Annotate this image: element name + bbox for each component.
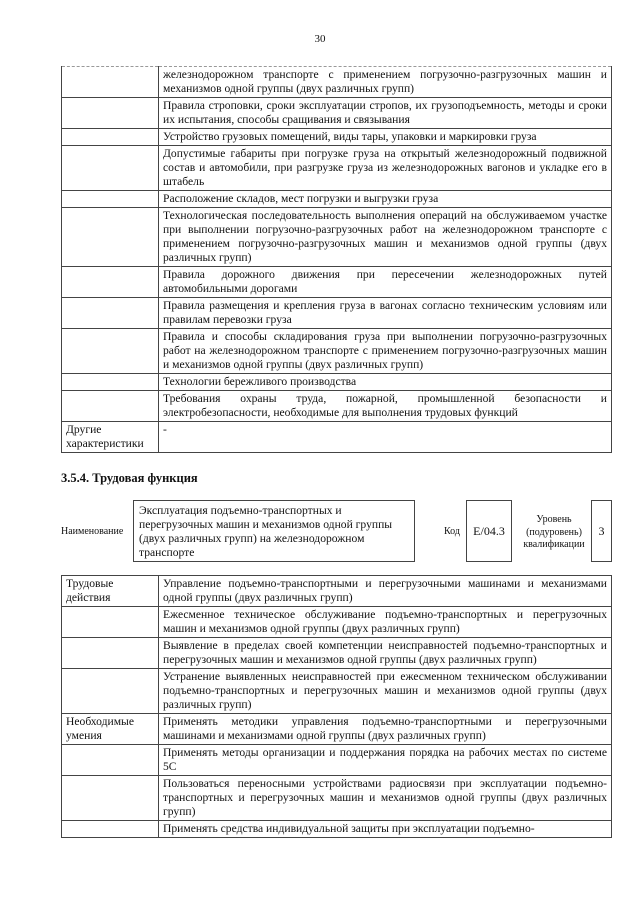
- table-cell: Правила строповки, сроки эксплуатации стропов, их грузоподъемность, методы и сроки их испытания, способы сращивания и связывания: [159, 98, 612, 129]
- table-row: [62, 98, 612, 129]
- function-header: [61, 500, 612, 566]
- table-cell: Правила и способы складирования груза при выполнении погрузочно-разгрузочных работ на железнодорожном транспорте с применением погрузочно-разгрузочных машин и механизмов одной группы (двух различных групп): [159, 329, 612, 374]
- knowledge-table: [61, 66, 612, 453]
- function-table: [61, 575, 612, 838]
- code-label: Код: [444, 526, 460, 537]
- row-label-empty: [62, 776, 159, 821]
- row-label-empty: [62, 638, 159, 669]
- table-row: [62, 191, 612, 208]
- table-cell: Правила дорожного движения при пересечении железнодорожных путей автомобильными дорогами: [159, 267, 612, 298]
- table-cell: Ежесменное техническое обслуживание подъемно-транспортных и перегрузочных машин и механизмов одной группы (двух различных групп): [159, 607, 612, 638]
- table-cell: Выявление в пределах своей компетенции неисправностей подъемно-транспортных и перегрузочных машин и механизмов одной группы (двух различных групп): [159, 638, 612, 669]
- function-name: Эксплуатация подъемно-транспортных и перегрузочных машин и механизмов одной группы (двух различных групп) на железнодорожном транспорте: [133, 500, 415, 562]
- table-row: [62, 374, 612, 391]
- table-cell: железнодорожном транспорте с применением погрузочно-разгрузочных машин и механизмов одной группы (двух различных групп): [159, 67, 612, 98]
- qualification-level-value: 3: [591, 500, 612, 562]
- table-cell: Устройство грузовых помещений, виды тары, упаковки и маркировки груза: [159, 129, 612, 146]
- function-code: E/04.3: [466, 500, 512, 562]
- qualification-level-label: Уровень (подуровень) квалификации: [523, 514, 585, 550]
- table-cell: Требования охраны труда, пожарной, промышленной безопасности и электробезопасности, необходимые для выполнения трудовых функций: [159, 391, 612, 422]
- table-row: [62, 329, 612, 374]
- required-skills-label: Необходимые умения: [62, 714, 159, 745]
- other-characteristics-value: -: [159, 422, 612, 453]
- row-label-empty: [62, 208, 159, 267]
- other-characteristics-label: Другие характеристики: [62, 422, 159, 453]
- table-cell: Управление подъемно-транспортными и перегрузочными машинами и механизмами одной группы (двух различных групп): [159, 576, 612, 607]
- row-label-empty: [62, 191, 159, 208]
- table-cell: Применять методики управления подъемно-транспортными и перегрузочными машинами и механизмами одной группы (двух различных групп): [159, 714, 612, 745]
- name-label: Наименование: [61, 526, 124, 537]
- row-label-empty: [62, 607, 159, 638]
- table-row: [62, 576, 612, 607]
- table-cell: Устранение выявленных неисправностей при ежесменном техническом обслуживании подъемно-транспортных и перегрузочных машин и механизмов одной группы (двух различных групп): [159, 669, 612, 714]
- row-label-empty: [62, 669, 159, 714]
- row-label-empty: [62, 98, 159, 129]
- table-row: [62, 267, 612, 298]
- row-label-empty: [62, 745, 159, 776]
- table-row: [62, 146, 612, 191]
- row-label-empty: [62, 67, 159, 98]
- row-label-empty: [62, 298, 159, 329]
- row-label-empty: [62, 146, 159, 191]
- table-row: [62, 129, 612, 146]
- labor-actions-label: Трудовые действия: [62, 576, 159, 607]
- row-label-empty: [62, 821, 159, 838]
- table-row: [62, 776, 612, 821]
- row-label-empty: [62, 391, 159, 422]
- table-row: [62, 714, 612, 745]
- table-cell: Применять методы организации и поддержания порядка на рабочих местах по системе 5С: [159, 745, 612, 776]
- table-cell: Расположение складов, мест погрузки и выгрузки груза: [159, 191, 612, 208]
- page-number: 30: [314, 33, 326, 45]
- row-label-empty: [62, 267, 159, 298]
- table-row: [62, 208, 612, 267]
- table-row: [62, 638, 612, 669]
- row-label-empty: [62, 374, 159, 391]
- table-cell: Технологическая последовательность выполнения операций на обслуживаемом участке при выполнении погрузочно-разгрузочных работ на железнодорожном транспорте с применением погрузочно-разгрузочных машин и механизмов одной группы (двух различных групп): [159, 208, 612, 267]
- row-label-empty: [62, 129, 159, 146]
- table-row: [62, 607, 612, 638]
- table-row: [62, 391, 612, 422]
- table-row: [62, 298, 612, 329]
- table-cell: Применять средства индивидуальной защиты при эксплуатации подъемно-: [159, 821, 612, 838]
- row-label-empty: [62, 329, 159, 374]
- table-row: [62, 67, 612, 98]
- section-heading: 3.5.4. Трудовая функция: [61, 471, 198, 485]
- table-row: [62, 821, 612, 838]
- table-row: [62, 745, 612, 776]
- table-cell: Допустимые габариты при погрузке груза на открытый железнодорожный подвижной состав и автомобили, при разгрузке груза из железнодорожных вагонов и укладке его в штабель: [159, 146, 612, 191]
- table-cell: Технологии бережливого производства: [159, 374, 612, 391]
- table-row: [62, 669, 612, 714]
- table-row: [62, 422, 612, 453]
- table-cell: Пользоваться переносными устройствами радиосвязи при эксплуатации подъемно-транспортных и перегрузочных машин и механизмов одной группы (двух различных групп): [159, 776, 612, 821]
- table-cell: Правила размещения и крепления груза в вагонах согласно техническим условиям или правилам перевозки груза: [159, 298, 612, 329]
